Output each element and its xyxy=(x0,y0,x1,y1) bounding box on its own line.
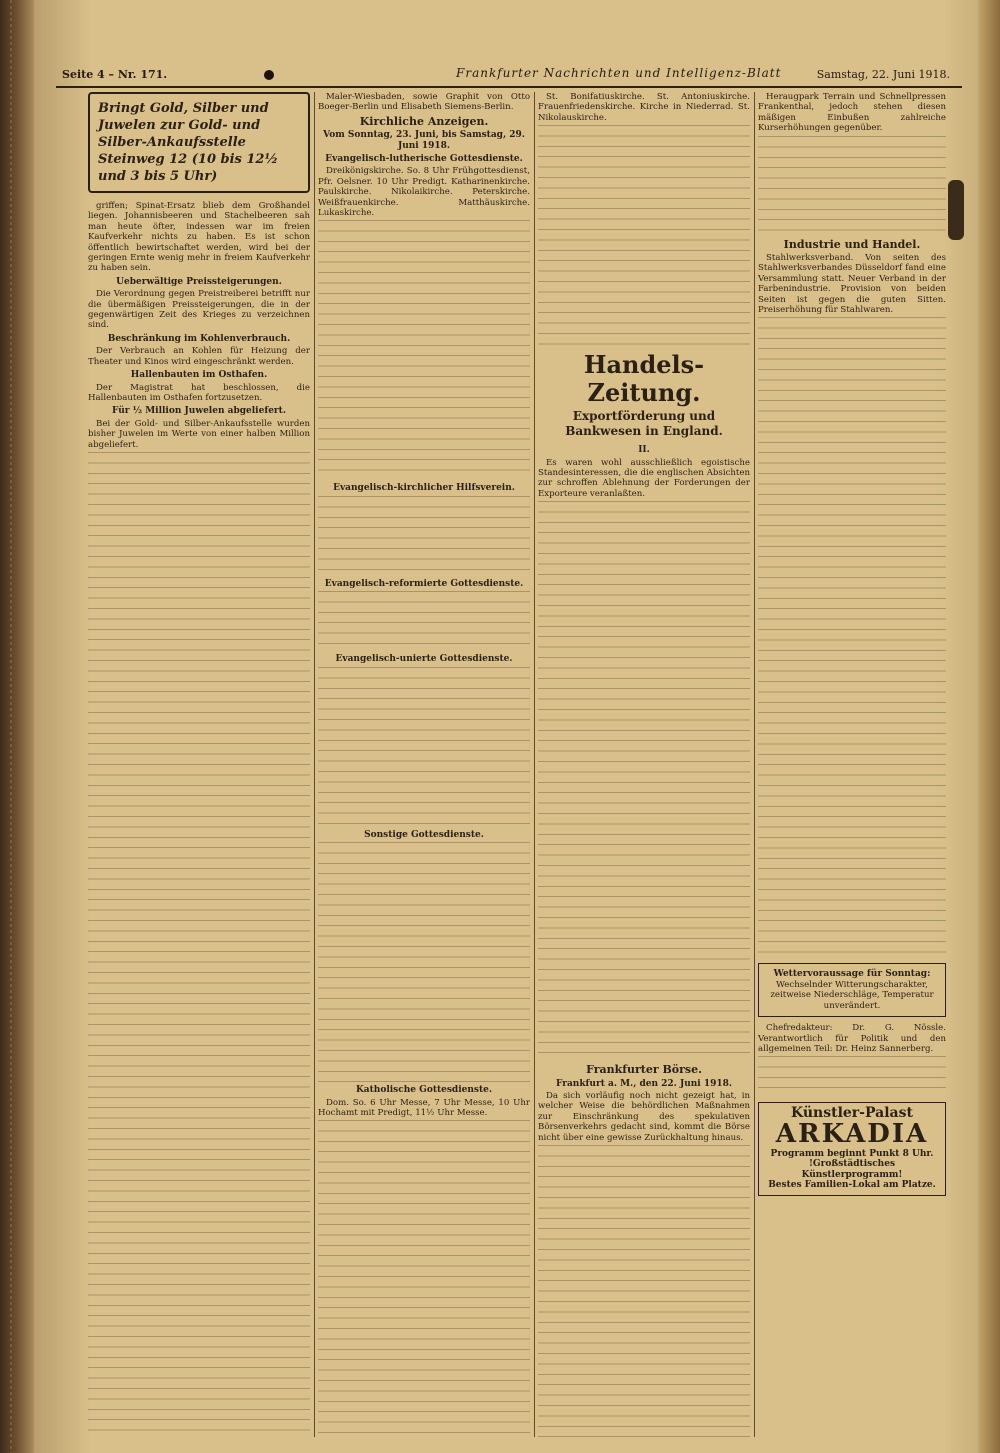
article-headline: Exportförderung und Bankwesen in England. xyxy=(565,409,723,439)
issue-date: Samstag, 22. Juni 1918. xyxy=(816,68,950,81)
paragraph: St. Bonifatiuskirche. St. Antoniuskirche. Frauenfriedenskirche. Kirche in Niederrad. St. Nikolauskirche. xyxy=(538,92,750,123)
column-1 xyxy=(88,92,310,1437)
paragraph: Es waren wohl ausschließlich egoistische Standesinteressen, die die englischen Absichten zur schroffen Ablehnung der Forderungen der Exporteure veranlaßten. xyxy=(538,457,750,499)
ad-line: Künstler-Palast xyxy=(791,1105,913,1122)
weather-text: Wechselnder Witterungscharakter, zeitweise Niederschläge, Temperatur unverändert. xyxy=(770,979,934,1011)
date-range: Vom Sonntag, 23. Juni, bis Samstag, 29. Juni 1918. xyxy=(323,130,525,151)
text-lines xyxy=(318,591,530,651)
section-heading: Für ½ Million Juwelen abgeliefert. xyxy=(112,406,286,417)
paragraph: Dreikönigskirche. So. 8 Uhr Frühgottesdienst, Pfr. Oelsner. 10 Uhr Predigt. Katharinenkirche. Paulskirche. Nikolaikirche. Peterskirche. Weißfrauenkirche. Matthäuskirche. Lukaskirche. xyxy=(318,166,530,219)
weather-box xyxy=(758,963,946,1017)
section-headline: Handels-Zeitung. xyxy=(583,350,705,408)
paragraph: Maler-Wiesbaden, sowie Graphit von Otto Boeger-Berlin und Elisabeth Siemens-Berlin. xyxy=(318,92,530,113)
subsection-heading: Katholische Gottesdienste. xyxy=(355,1085,492,1096)
ad-line: Programm beginnt Punkt 8 Uhr. xyxy=(770,1148,934,1159)
text-lines xyxy=(758,1056,946,1096)
masthead: Frankfurter Nachrichten und Intelligenz-Blatt xyxy=(456,66,782,80)
article-part: II. xyxy=(638,445,650,456)
ad-line: Bestes Familien-Lokal am Platze. xyxy=(768,1179,936,1190)
subsection-heading: Evangelisch-unierte Gottesdienste. xyxy=(335,654,513,665)
text-lines xyxy=(758,317,946,957)
paragraph: Der Magistrat hat beschlossen, die Hallenbauten im Osthafen fortzusetzen. xyxy=(88,382,310,403)
gold-ad: Bringt Gold, Silber und Juwelen zur Gold- und Silber-Ankaufsstelle Steinweg 12 (10 bis 12½ und 3 bis 5 Uhr) xyxy=(88,92,310,193)
arkadia-ad xyxy=(758,1102,946,1196)
page-number: Seite 4 – Nr. 171. xyxy=(62,68,168,81)
column-4 xyxy=(758,92,946,1437)
text-lines xyxy=(538,501,750,1061)
section-heading: Beschränkung im Kohlenverbrauch. xyxy=(107,333,291,344)
column-2 xyxy=(318,92,530,1437)
column-3 xyxy=(538,92,750,1437)
subsection-heading: Evangelisch-kirchlicher Hilfsverein. xyxy=(333,483,515,494)
page-edge xyxy=(978,0,1000,1453)
paragraph: Stahlwerksverband. Von seiten des Stahlwerksverbandes Düsseldorf fand eine Versammlung statt. Neuer Verband in der Farbenindustrie. Provision von beiden Seiten ist gegen die guten Sitten. Preiserhöhung für Stahlwaren. xyxy=(758,253,946,316)
subsection-heading: Sonstige Gottesdienste. xyxy=(364,829,484,840)
subsection-heading: Evangelisch-lutherische Gottesdienste. xyxy=(325,154,523,165)
column-rule xyxy=(754,92,755,1437)
ad-title: ARKADIA xyxy=(775,1118,929,1149)
text-lines xyxy=(318,667,530,827)
section-heading: Ueberwältige Preissteigerungen. xyxy=(116,276,282,287)
text-lines xyxy=(318,842,530,1082)
paragraph: Bei der Gold- und Silber-Ankaufsstelle wurden bisher Juwelen im Werte von einer halben Million abgeliefert. xyxy=(88,418,310,450)
section-title: Frankfurter Börse. xyxy=(586,1063,702,1077)
paragraph: Chefredakteur: Dr. G. Nössle. Verantwortlich für Politik und den allgemeinen Teil: Dr. Heinz Sannerberg. xyxy=(758,1023,946,1054)
section-title: Kirchliche Anzeigen. xyxy=(359,114,489,128)
column-rule xyxy=(314,92,315,1437)
paragraph: Heraugpark Terrain und Schnellpressen Frankenthal, jedoch stehen diesen mäßigen Einbußen zahlreiche Kurserhöhungen gegenüber. xyxy=(758,92,946,134)
text-lines xyxy=(318,220,530,480)
text-lines xyxy=(318,496,530,576)
paragraph: Die Verordnung gegen Preistreiberei betrifft nur die übermäßigen Preissteigerungen, die in der gegenwärtigen Zeit des Krieges zu verzeichnen sind. xyxy=(88,289,310,331)
ad-line: !Großstädtisches Künstlerprogramm! xyxy=(801,1159,903,1180)
text-lines xyxy=(758,136,946,236)
weather-title: Wettervoraussage für Sonntag: xyxy=(773,969,931,980)
subsection-heading: Evangelisch-reformierte Gottesdienste. xyxy=(324,578,524,589)
text-lines xyxy=(88,452,310,1437)
section-title: Industrie und Handel. xyxy=(783,237,921,251)
paragraph: Da sich vorläufig noch nicht gezeigt hat, in welcher Weise die behördlichen Maßnahmen zur Einschränkung des spekulativen Börsenverkehrs gedacht sind, kommt die Börse nicht über eine gewisse Zurückhaltung hinaus. xyxy=(538,1091,750,1143)
dateline: Frankfurt a. M., den 22. Juni 1918. xyxy=(555,1078,733,1089)
text-lines xyxy=(318,1120,530,1437)
paragraph: griffen; Spinat-Ersatz blieb dem Großhandel liegen. Johannisbeeren und Stachelbeeren sah man heute öfter, indessen war im freien Kaufverkehr nichts zu haben. Es ist schon öffentlich bewirtschaftet werden, wird bei der geringen Ernte wenig mehr in freiem Kaufverkehr zu haben sein. xyxy=(88,201,310,274)
facing-page-edge xyxy=(948,180,964,240)
page-header xyxy=(56,64,962,88)
paragraph: Der Verbrauch an Kohlen für Heizung der Theater und Kinos wird eingeschränkt werden. xyxy=(88,346,310,367)
column-rule xyxy=(534,92,535,1437)
paragraph: Dom. So. 6 Uhr Messe, 7 Uhr Messe, 10 Uhr Hochamt mit Predigt, 11½ Uhr Messe. xyxy=(318,1097,530,1118)
binding-hole-icon xyxy=(264,70,274,80)
text-lines xyxy=(538,1145,750,1437)
section-heading: Hallenbauten im Osthafen. xyxy=(130,370,268,381)
text-lines xyxy=(538,125,750,345)
